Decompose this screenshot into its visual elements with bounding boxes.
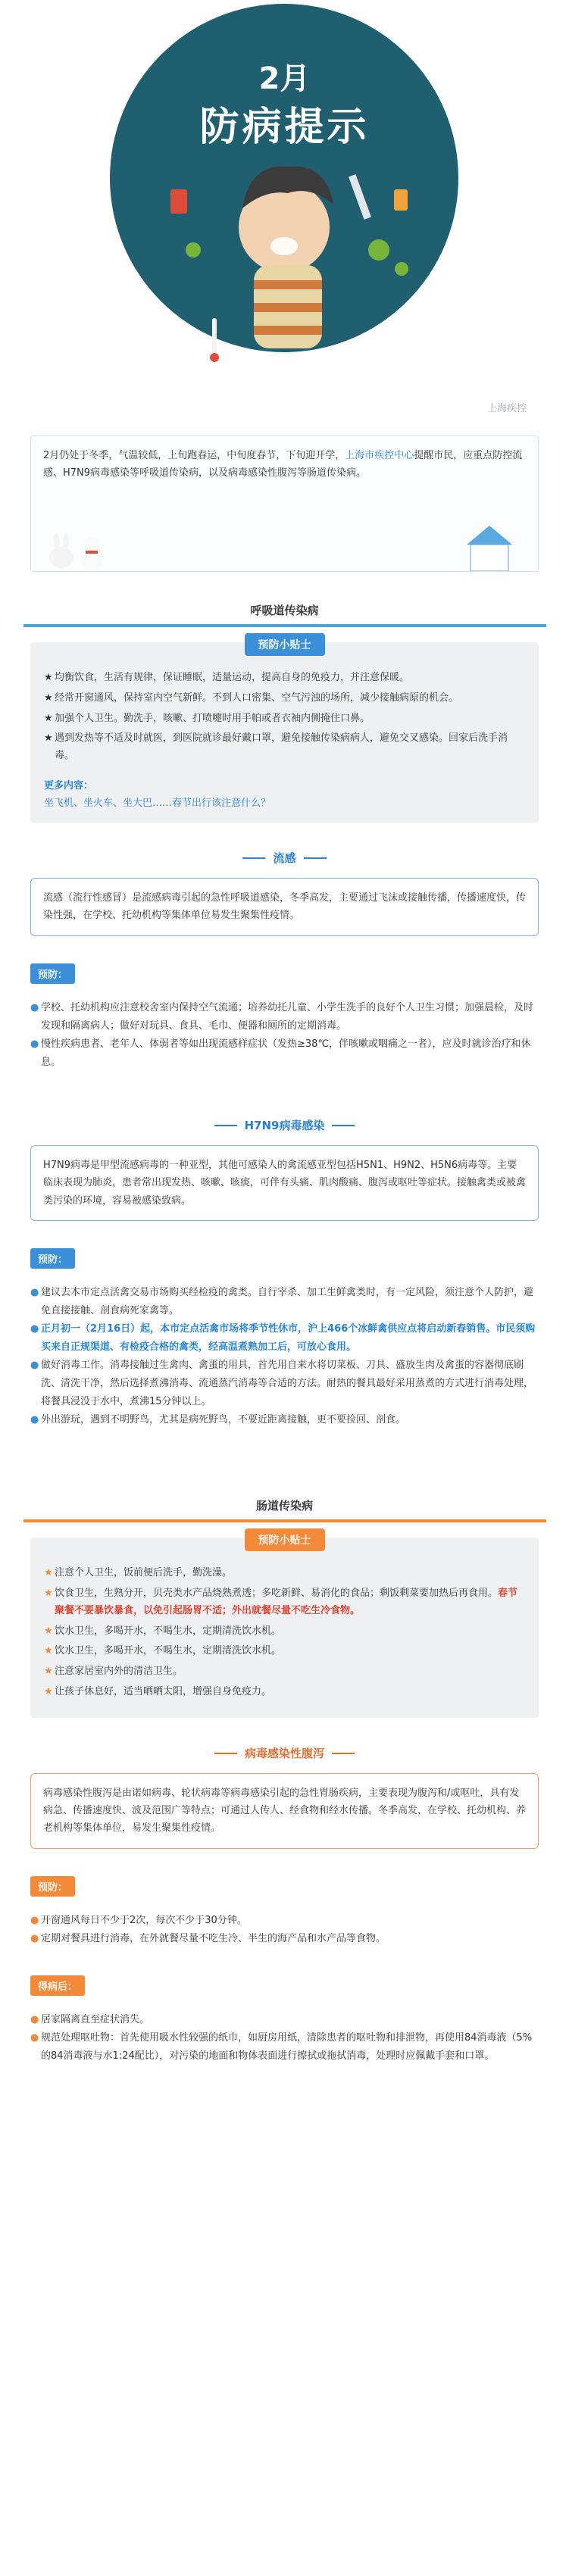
hero-title-month: 2月	[258, 61, 311, 96]
list-item	[30, 1320, 539, 1357]
diarrhea-heading: 病毒感染性腹泻	[244, 1746, 324, 1760]
diarrhea-after-label: 得病后：	[30, 1975, 85, 1996]
respiratory-tips-badge: 预防小贴士	[245, 633, 325, 656]
star-icon: ★	[44, 1625, 53, 1637]
bullet-icon: ●	[30, 1286, 39, 1298]
resp-tip-1-text: 均衡饮食，生活有规律，保证睡眠，适量运动，提高自身的免疫力，并注意保暖。	[55, 672, 410, 683]
intestinal-tip-6-text: 让孩子休息好，适当晒晒太阳，增强自身免疫力。	[55, 1685, 272, 1697]
bullet-icon: ●	[30, 1932, 39, 1944]
list-item-text: 学校、托幼机构应注意校舍室内保持空气流通；培养幼托儿童、小学生洗手的良好个人卫生习惯；加强晨检，及时发现和隔离病人；做好对玩具、食具、毛巾、便器和厕所的定期消毒。	[41, 1001, 534, 1032]
diarrhea-prevent-label: 预防：	[30, 1876, 75, 1897]
intro-highlight: 上海市疾控中心	[345, 450, 414, 461]
resp-tip-4-text: 遇到发热等不适及时就医，到医院就诊最好戴口罩，避免接触传染病病人，避免交叉感染。回家后洗手消毒。	[55, 732, 508, 761]
intestinal-bar	[23, 1519, 546, 1522]
list-item	[30, 1035, 539, 1072]
bullet-icon: ●	[30, 1360, 39, 1372]
flu-heading-wrap	[0, 850, 569, 866]
intestinal-tip-6	[44, 1684, 525, 1701]
house-icon	[467, 526, 512, 571]
more-link[interactable]: 坐飞机、坐火车、坐大巴……春节出行该注意什么？	[44, 797, 271, 809]
hero-illustration	[0, 0, 569, 436]
heading-dash	[214, 1753, 237, 1754]
intestinal-tips-badge: 预防小贴士	[245, 1528, 325, 1551]
star-icon: ★	[44, 672, 53, 683]
list-item	[30, 1411, 539, 1429]
list-item-text: 定期对餐具进行消毒，在外就餐尽量不吃生冷、半生的海产品和水产品等食物。	[41, 1932, 386, 1944]
thermometer-icon	[210, 318, 219, 362]
intestinal-tip-5	[44, 1663, 525, 1681]
heading-dash	[214, 1125, 237, 1126]
list-item	[30, 1930, 539, 1948]
heading-dash	[242, 857, 265, 859]
diarrhea-after-list	[30, 2003, 539, 2111]
list-item-date: 正月初一（2月16日）起，	[41, 1322, 161, 1335]
bullet-icon: ●	[30, 1414, 39, 1426]
syringe-icon	[349, 174, 371, 220]
intro-text	[43, 447, 526, 482]
intestinal-tip-2-text: 饮食卫生，生熟分开，贝壳类水产品烧熟煮透；多吃新鲜、易消化的食品；剩饭剩菜要加热后再食用。	[55, 1588, 499, 1600]
intestinal-tip-1-text: 注意个人卫生，饭前便后洗手，勤洗澡。	[55, 1567, 233, 1579]
diarrhea-description: 病毒感染性腹泻是由诺如病毒、轮状病毒等病毒感染引起的急性胃肠疾病，主要表现为腹泻和/或呕吐，具有发病急、传播速度快、波及范围广等特点；可通过人传人、经食物和经水传播。冬季高发，在学校、托幼机构、养老机构等集体单位，易发生聚集性疫情。	[30, 1773, 539, 1849]
intestinal-tip-3-text: 饮水卫生，多喝开水，不喝生水，定期清洗饮水机。	[55, 1625, 282, 1637]
bullet-icon: ●	[30, 1322, 39, 1335]
intestinal-tips-panel	[30, 1535, 539, 1717]
list-item	[30, 1357, 539, 1411]
bullet-icon: ●	[30, 1001, 39, 1013]
resp-tip-2	[44, 690, 525, 707]
flu-prevent-label: 预防：	[30, 963, 75, 984]
list-item	[30, 2029, 539, 2065]
star-icon: ★	[44, 1685, 53, 1697]
intestinal-tip-2-warning: 春节聚餐不要暴饮暴食，以免引起肠胃不适；外出就餐尽量不吃生冷食物。	[55, 1588, 518, 1616]
list-item-text: 规范处理呕吐物：首先使用吸水性较强的纸巾，如厨房用纸，清除患者的呕吐物和排泄物，再使用84消毒液（5%的84消毒液与水1:24配比），对污染的地面和物体表面进行擦拭或拖拭消毒，处理时应佩戴手套和口罩。	[41, 2031, 533, 2062]
intestinal-tip-4	[44, 1643, 525, 1660]
resp-tip-4	[44, 730, 525, 765]
list-item-text: 外出游玩，遇到不明野鸟，尤其是病死野鸟，不要近距离接触，更不要捡回、剖食。	[41, 1414, 406, 1426]
intro-illustration	[31, 518, 539, 571]
hero-title-main: 防病提示	[199, 105, 370, 150]
snowman-icon	[81, 537, 102, 570]
h7n9-prevent-list	[30, 1276, 539, 1429]
h7n9-heading: H7N9病毒感染	[244, 1118, 325, 1132]
list-item-text: 本市定点活禽市场将季节性休市，沪上466个冰鲜禽供应点将启动新春销售。市民须购买来自正规渠道、有检疫合格的禽类，经高温煮熟加工后，可放心食用。	[41, 1322, 536, 1354]
intestinal-tip-5-text: 注意家居室内外的清洁卫生。	[55, 1666, 183, 1678]
list-item-text: 慢性疾病患者、老年人、体弱者等如出现流感样症状（发热≥38℃，伴咳嗽或咽痛之一者），应及时就诊治疗和休息。	[41, 1038, 531, 1068]
list-item	[30, 1284, 539, 1320]
list-item-text: 建议去本市定点活禽交易市场购买经检疫的禽类。自行宰杀、加工生鲜禽类时，有一定风险，须注意个人防护，避免直接接触、剖食病死家禽等。	[41, 1286, 534, 1316]
star-icon: ★	[44, 692, 53, 704]
bullet-icon: ●	[30, 1914, 39, 1926]
intro-text-pre: 2月仍处于冬季，气温较低，上旬跑春运，中旬度春节，下旬迎开学，	[43, 450, 345, 461]
intestinal-tip-1	[44, 1565, 525, 1582]
intestinal-tip-3	[44, 1623, 525, 1641]
resp-tip-3	[44, 710, 525, 728]
flu-heading: 流感	[273, 851, 296, 865]
list-item-text: 居家隔离直至症状消失。	[41, 2013, 150, 2025]
flu-description: 流感（流行性感冒）是流感病毒引起的急性呼吸道感染，冬季高发，主要通过飞沫或接触传播，传播速度快，传染性强，在学校、托幼机构等集体单位易发生聚集性疫情。	[30, 878, 539, 936]
bullet-icon: ●	[30, 2013, 39, 2025]
heading-dash	[332, 1125, 355, 1126]
hero-watermark: 上海疾控	[486, 403, 527, 414]
rabbit-icon	[49, 533, 73, 568]
intestinal-heading: 肠道传染病	[255, 1499, 313, 1513]
respiratory-bar	[23, 624, 546, 627]
respiratory-heading: 呼吸道传染病	[250, 604, 319, 617]
respiratory-tips-panel	[30, 639, 539, 823]
diarrhea-prevent-list	[30, 1904, 539, 1948]
star-icon: ★	[44, 1567, 53, 1579]
bullet-icon: ●	[30, 1038, 39, 1050]
intro-card	[30, 436, 539, 572]
list-item-text: 开窗通风每日不少于2次，每次不少于30分钟。	[41, 1914, 247, 1926]
list-item-text: 做好消毒工作。消毒接触过生禽肉、禽蛋的用具，首先用自来水将切菜板、刀具、盛放生肉及禽蛋的容器彻底刷洗、清洗干净，然后选择煮沸消毒、流通蒸汽消毒等合适的方法。耐热的餐具最好采用蒸煮的方式进行消毒处理，将餐具浸没于水中，煮沸15分钟以上。	[41, 1360, 534, 1408]
list-item	[30, 1912, 539, 1930]
list-item	[30, 2011, 539, 2029]
resp-tip-3-text: 加强个人卫生。勤洗手，咳嗽、打喷嚏时用手帕或者衣袖内侧掩住口鼻。	[55, 712, 370, 724]
h7n9-heading-wrap	[0, 1117, 569, 1133]
h7n9-prevent-label: 预防：	[30, 1248, 75, 1269]
star-icon: ★	[44, 1645, 53, 1657]
resp-tip-1	[44, 670, 525, 687]
diarrhea-heading-wrap	[0, 1745, 569, 1761]
star-icon: ★	[44, 1588, 53, 1600]
heading-dash	[332, 1753, 355, 1754]
star-icon: ★	[44, 712, 53, 724]
bullet-icon: ●	[30, 2031, 39, 2044]
intestinal-tip-2	[44, 1585, 525, 1620]
star-icon: ★	[44, 1666, 53, 1678]
star-icon: ★	[44, 732, 53, 745]
more-title: 更多内容：	[44, 779, 94, 792]
heading-dash	[304, 857, 327, 859]
list-item	[30, 999, 539, 1035]
intro-text-post: 提醒市民，应重点防控流感、H7N9病毒感染等呼吸道传染病，以及病毒感染性腹泻等肠道传染病。	[43, 450, 523, 479]
h7n9-description: H7N9病毒是甲型流感病毒的一种亚型，其他可感染人的禽流感亚型包括H5N1、H9N2、H5N6病毒等。主要临床表现为肺炎，患者常出现发热、咳嗽、咳痰，可伴有头痛、肌肉酸痛、腹泻或呕吐等症状。接触禽类或被禽类污染的环境，容易被感染致病。	[30, 1145, 539, 1221]
sick-boy-icon	[239, 167, 333, 348]
intestinal-tip-4-text: 饮水卫生，多喝开水，不喝生水，定期清洗饮水机。	[55, 1645, 282, 1657]
resp-tip-2-text: 经常开窗通风，保持室内空气新鲜。不到人口密集、空气污浊的场所，减少接触病原的机会。	[55, 692, 459, 704]
flu-prevent-list	[30, 991, 539, 1072]
hero-banner	[0, 0, 569, 436]
